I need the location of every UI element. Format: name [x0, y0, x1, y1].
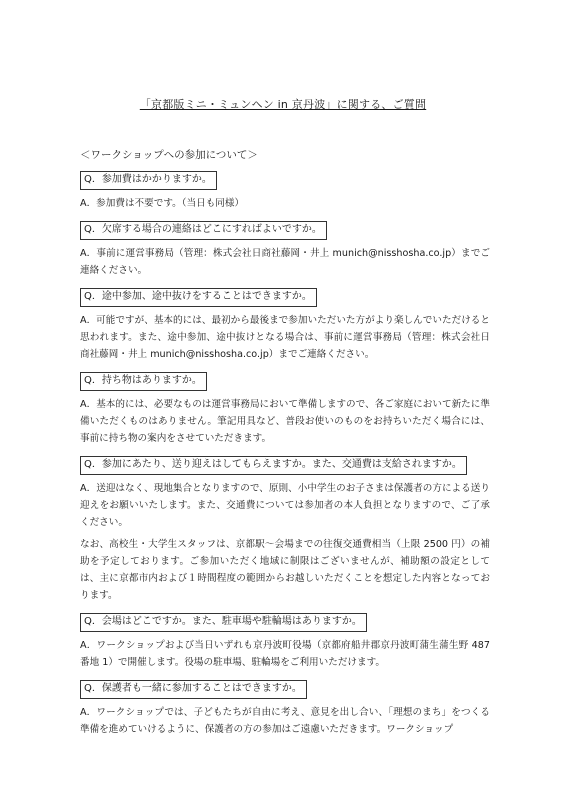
answer-paragraph: なお、高校生・大学生スタッフは、京都駅～会場までの往復交通費相当（上限 2500 円）の補助を予定しております。ご参加いただく地域に制限はございませんが、補助額の設定としては、主に京都市内および１時間程度の範囲からお越しいただくことを想定した内容となっております。 [80, 539, 490, 601]
section-heading: ＜ワークショップへの参加について＞ [80, 149, 258, 161]
faq-question: Q．持ち物はありますか。 [80, 372, 207, 391]
faq-answer [80, 704, 490, 738]
faq-question: Q．会場はどこですか。また、駐車場や駐輪場はありますか。 [80, 613, 367, 632]
faq-question: Q．欠席する場合の連絡はどこにすればよいですか。 [80, 221, 327, 240]
answer-paragraph: A．参加費は不要です。（当日も同様） [80, 198, 245, 209]
faq-item [80, 609, 490, 671]
faq-answer [80, 312, 490, 363]
faq-answer [80, 480, 490, 604]
faq-item [80, 284, 490, 363]
faq-question: Q．参加費はかかりますか。 [80, 171, 217, 190]
answer-paragraph: A．事前に運営事務局（管理：株式会社日商社藤岡・井上 munich@nisshosha.co.jp）までご連絡ください。 [80, 248, 490, 276]
faq-item [80, 368, 490, 447]
faq-question: Q．保護者も一緒に参加することはできますか。 [80, 680, 307, 699]
faq-answer [80, 195, 490, 212]
answer-paragraph: A．ワークショップでは、子どもたちが自由に考え、意見を出し合い、「理想のまち」をつくる準備を進めていけるように、保護者の方の参加はご遠慮いただきます。ワークショップ [80, 707, 490, 735]
answer-paragraph: A．送迎はなく、現地集合となりますので、原則、小中学生のお子さまは保護者の方による送り迎えをお願いいたします。また、交通費については参加者の本人負担となりますので、ご了承ください。 [80, 483, 490, 528]
faq-answer [80, 245, 490, 279]
faq-item [80, 167, 490, 212]
answer-paragraph: A．基本的には、必要なものは運営事務局において準備しますので、各ご家庭において新たに準備いただくものはありません。筆記用具など、普段お使いのものをお持ちいただく場合には、事前に持ち物の案内をさせていただきます。 [80, 399, 490, 444]
faq-answer [80, 396, 490, 447]
document-title: 「京都版ミニ・ミュンヘン in 京丹波」に関する、ご質問 [139, 98, 427, 111]
faq-item [80, 217, 490, 279]
answer-paragraph: A．可能ですが、基本的には、最初から最後まで参加いただいた方がより楽しんでいただけると思われます。また、途中参加、途中抜けとなる場合は、事前に運営事務局（管理：株式会社日商社藤岡・井上 munich@nisshosha.co.jp）までご連絡ください。 [80, 315, 490, 360]
faq-question: Q．参加にあたり、送り迎えはしてもらえますか。また、交通費は支給されますか。 [80, 456, 467, 475]
answer-paragraph: A．ワークショップおよび当日いずれも京丹波町役場（京都府船井郡京丹波町蒲生蒲生野 487 番地 1）で開催します。役場の駐車場、駐輪場をご利用いただけます。 [80, 640, 490, 668]
faq-item [80, 452, 490, 604]
faq-item [80, 676, 490, 738]
faq-list [80, 167, 490, 743]
faq-answer [80, 637, 490, 671]
faq-question: Q．途中参加、途中抜けをすることはできますか。 [80, 288, 317, 307]
